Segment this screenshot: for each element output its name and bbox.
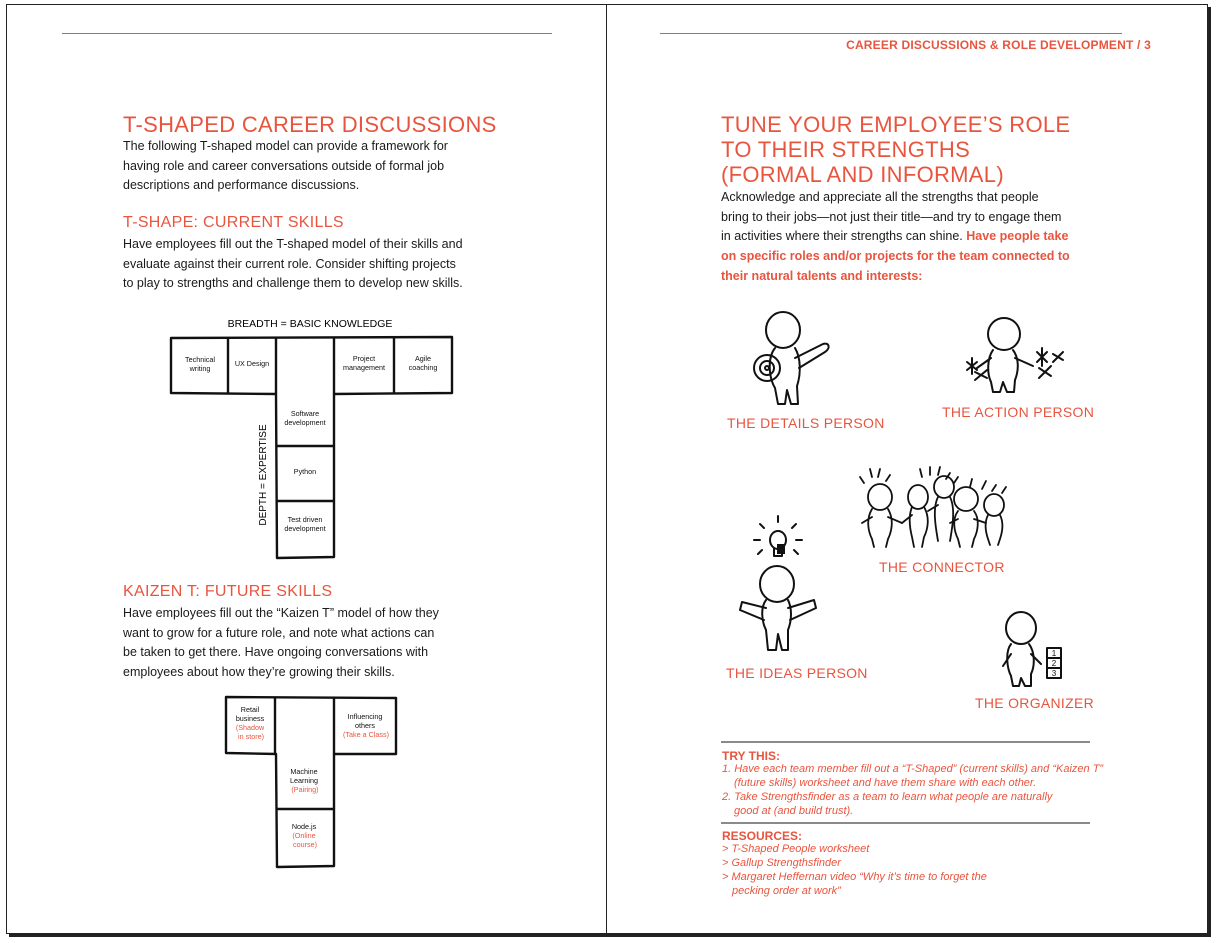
action-person-caption: THE ACTION PERSON: [942, 404, 1095, 420]
try-this-heading: TRY THIS:: [722, 749, 781, 763]
lightbulb-icon: [768, 530, 794, 560]
breadth-label: BREADTH = BASIC KNOWLEDGE: [227, 318, 393, 330]
organizer-illustration: [995, 608, 1070, 690]
strengths-emphasis-3: their natural talents and interests:: [721, 268, 923, 283]
organizer-box-1: 1: [1051, 649, 1057, 658]
connector-illustration: [852, 465, 1017, 550]
cell-influencing-others: Influencing others (Take a Class): [343, 712, 389, 739]
right-top-rule: [660, 33, 1122, 34]
resources-top-rule: [721, 822, 1090, 824]
intro-paragraph: The following T-shaped model can provide a framework for having role and career conversations outside of formal job descriptions and performance discussions.: [123, 139, 448, 193]
resource-gallup-strengthsfinder[interactable]: > Gallup Strengthsfinder: [722, 857, 841, 869]
action-person-illustration: [955, 312, 1070, 397]
try-this-line-4: good at (and build trust).: [734, 805, 854, 817]
details-person-caption: THE DETAILS PERSON: [727, 415, 885, 431]
depth-label: DEPTH = EXPERTISE: [258, 424, 269, 526]
strengths-paragraph: Acknowledge and appreciate all the strengths that people bring to their jobs—not just their title—and try to engage them in activities where their strengths can shine. Have people take on specific roles and/or projects for the team connected to their natural talents and interests:: [721, 190, 1070, 283]
strengths-emphasis-2: on specific roles and/or projects for the team connected to: [721, 249, 1070, 264]
future-skills-heading: KAIZEN T: FUTURE SKILLS: [123, 583, 333, 600]
strengths-emphasis-1: Have people take: [966, 229, 1069, 244]
cell-nodejs: Node.js (Online course): [291, 822, 317, 849]
resource-heffernan-video[interactable]: > Margaret Heffernan video “Why it’s time to forget the: [722, 871, 987, 883]
cell-retail-business: Retail business (Shadow in store): [235, 705, 265, 741]
try-this-line-3: 2. Take Strengthsfinder as a team to learn what people are naturally: [722, 791, 1053, 803]
organizer-caption: THE ORGANIZER: [975, 695, 1095, 711]
cell-software-development: Software development: [284, 409, 326, 427]
cell-technical-writing: Technical writing: [185, 355, 215, 373]
resource-tshaped-worksheet[interactable]: > T-Shaped People worksheet: [722, 843, 870, 855]
left-top-rule: [62, 33, 552, 34]
running-head: CAREER DISCUSSIONS & ROLE DEVELOPMENT / 3: [846, 38, 1151, 52]
kaizen-t-diagram: [218, 690, 404, 872]
cell-ux-design: UX Design: [234, 359, 270, 368]
organizer-box-3: 3: [1051, 669, 1057, 678]
cell-python: Python: [293, 467, 317, 476]
try-this-line-2: (future skills) worksheet and have them share with each other.: [734, 777, 1037, 789]
cell-agile-coaching: Agile coaching: [408, 354, 438, 372]
ideas-person-caption: THE IDEAS PERSON: [726, 665, 868, 681]
cell-project-management: Project management: [343, 354, 385, 372]
resources-heading: RESOURCES:: [722, 829, 803, 843]
t-shape-diagram: [160, 312, 470, 564]
right-page-title: TUNE YOUR EMPLOYEE’S ROLE TO THEIR STRENGTHS (FORMAL AND INFORMAL): [721, 112, 1071, 187]
resource-heffernan-video-cont[interactable]: pecking order at work”: [732, 885, 841, 897]
organizer-box-2: 2: [1051, 659, 1057, 668]
page-gutter: [606, 4, 607, 933]
current-skills-heading: T-SHAPE: CURRENT SKILLS: [123, 214, 344, 231]
cell-machine-learning: Machine Learning (Pairing): [290, 767, 319, 794]
cell-test-driven-development: Test driven development: [284, 515, 326, 533]
try-this-top-rule: [721, 741, 1090, 743]
details-person-illustration: [745, 306, 845, 411]
connector-caption: THE CONNECTOR: [879, 559, 1005, 575]
try-this-line-1: 1. Have each team member fill out a “T-Shaped” (current skills) and “Kaizen T”: [722, 763, 1104, 775]
current-skills-paragraph: Have employees fill out the T-shaped model of their skills and evaluate against their current role. Consider shifting projects to play to strengths and challenge them to develop new skills.: [123, 237, 463, 291]
left-page-title: T-SHAPED CAREER DISCUSSIONS: [123, 112, 497, 137]
future-skills-paragraph: Have employees fill out the “Kaizen T” model of how they want to grow for a future role, and note what actions can be taken to get there. Have ongoing conversations with employees about how they’re growing their skills.: [123, 606, 439, 680]
